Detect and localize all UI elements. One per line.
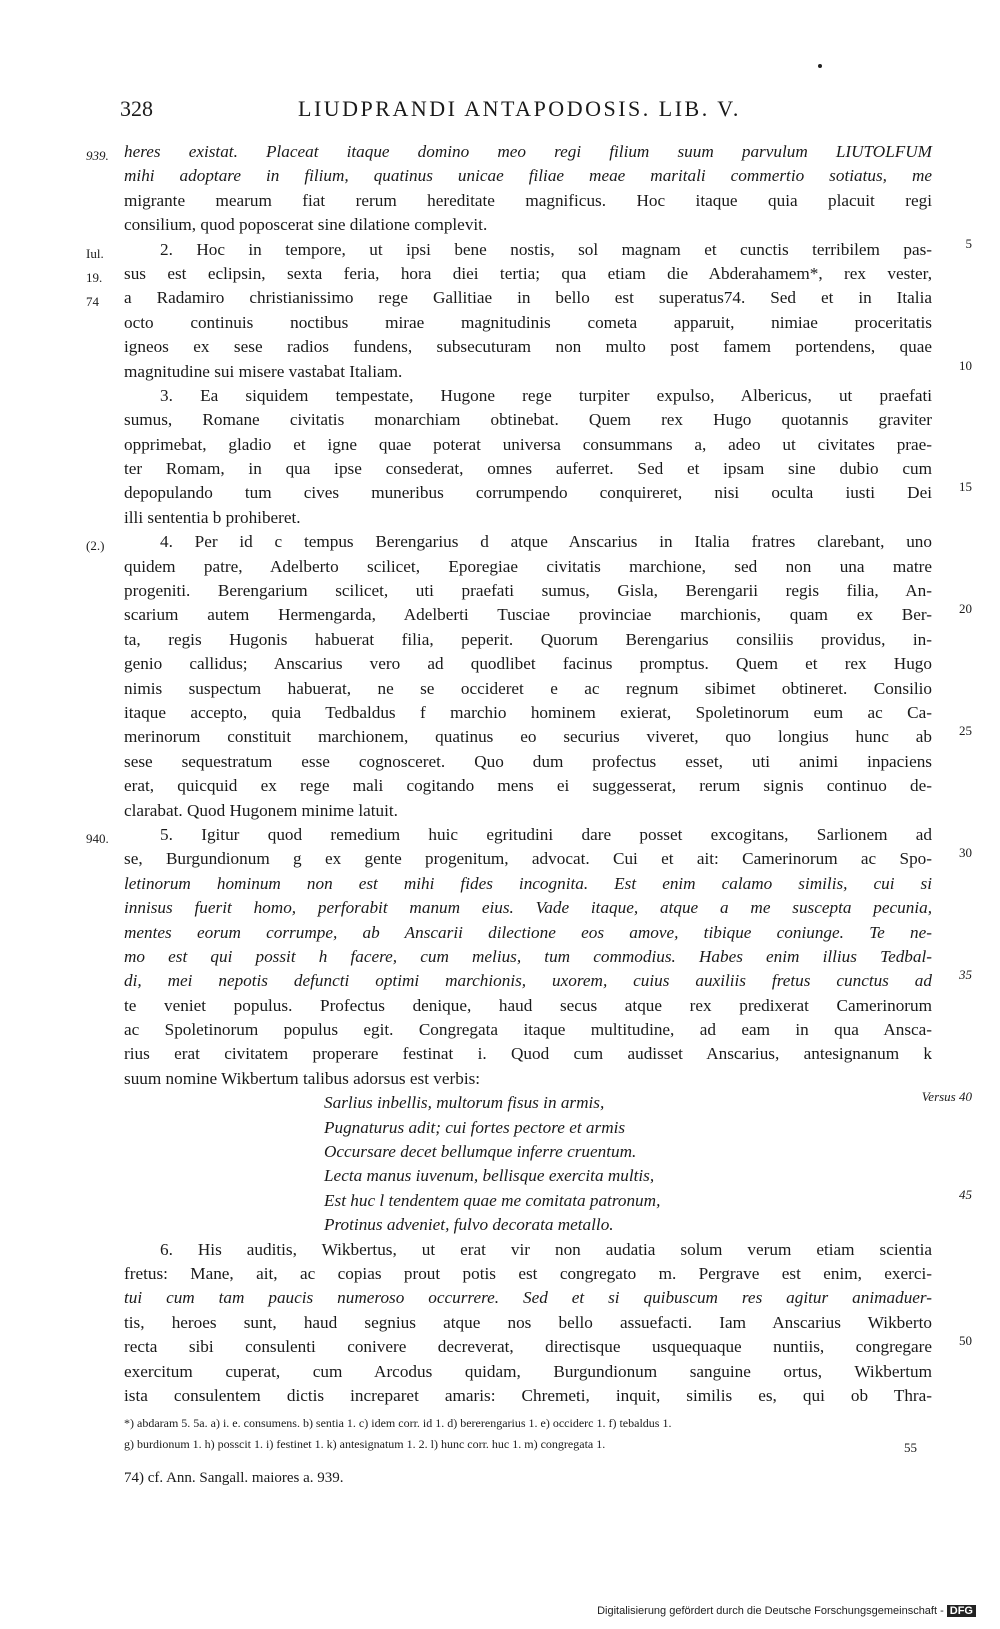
text-line [124, 723, 972, 749]
text-line-content: Occursare decet bellumque inferre cruentum. [324, 1142, 637, 1162]
line-number-right: 50 [959, 1333, 972, 1349]
text-line [124, 189, 932, 213]
text-line [124, 994, 932, 1018]
text-line [124, 1186, 972, 1213]
text-line [124, 1384, 932, 1408]
text-line [86, 530, 932, 554]
text-line-content: suum nomine Wikbertum talibus adorsus est verbis: [124, 1068, 481, 1088]
main-text [86, 140, 972, 1408]
running-header [120, 96, 760, 128]
text-line-content: magnitudine sui misere vastabat Italiam. [124, 361, 403, 381]
line-number-right: 30 [959, 845, 972, 861]
text-line-content: sus est eclipsin, sexta feria, hora diei tertia; qua etiam die Abderahamem*, rex vester, [124, 263, 932, 283]
margin-note-left: 19. [86, 269, 103, 285]
text-line-content: depopulando tum cives muneribus corrumpendo conquireret, nisi oculta iusti Dei [124, 483, 932, 503]
text-line [124, 945, 932, 969]
text-line [124, 1333, 972, 1359]
footnote-line-2: g) burdionum 1. h) posscit 1. i) festinet 1. k) antesignatum 1. 2. l) hunc corr. huc 1. m) congregata 1. [124, 1437, 606, 1451]
text-line [124, 506, 932, 530]
text-line-content: 6. His auditis, Wikbertus, ut erat vir non audatia solum verum etiam scientia [160, 1239, 932, 1259]
line-number-right: 10 [959, 357, 972, 373]
text-line [124, 701, 932, 725]
text-line [124, 1164, 932, 1188]
line-number-right: 35 [959, 967, 972, 983]
text-line-content: sumus, Romane civitatis monarchiam obtinebat. Quem rex Hugo quotannis graviter [124, 410, 932, 430]
text-line-content: erat, quicquid ex rege mali cogitando mens ei suggesserat, rerum signis continuo de- [124, 776, 932, 796]
footer-credit [597, 1605, 976, 1617]
text-line [86, 235, 972, 262]
text-line-content: mentes eorum corrumpe, ab Anscarii dilectione eos amove, tibique coniunge. Te ne- [124, 922, 932, 942]
text-line [124, 164, 932, 188]
text-line [124, 872, 932, 896]
text-line-content: octo continuis noctibus mirae magnitudinis cometa apparuit, nimiae proceritatis [124, 312, 932, 332]
text-line [124, 750, 932, 774]
running-title: LIUDPRANDI ANTAPODOSIS. LIB. V. [298, 96, 741, 121]
text-line [86, 823, 932, 847]
text-line [124, 311, 932, 335]
text-line [124, 1360, 932, 1384]
text-line [124, 896, 932, 920]
footnote-margin-number: 55 [904, 1440, 917, 1455]
text-line-content: rius erat civitatem properare festinat i. Quod cum audisset Anscarius, antesignanum k [124, 1044, 932, 1064]
text-line [124, 457, 932, 481]
margin-note-left: (2.) [86, 538, 105, 554]
text-line [124, 335, 932, 359]
line-number-right: 5 [965, 235, 972, 251]
text-line-content: tis, heroes sunt, haud segnius atque nos bello assuefacti. Iam Anscarius Wikberto [124, 1312, 932, 1332]
text-line [124, 652, 932, 676]
text-line-content: Est huc l tendentem quae me comitata patronum, [324, 1190, 661, 1210]
text-line-content: sese sequestratum esse cognosceret. Quo dum profectus esset, uti animi inpaciens [124, 751, 932, 771]
text-line-content: 3. Ea siquidem tempestate, Hugone rege turpiter expulso, Albericus, ut praefati [160, 385, 932, 405]
text-line [124, 774, 932, 798]
text-line-content: 5. Igitur quod remedium huic egritudini dare posset excogitans, Sarlionem ad [160, 824, 932, 844]
text-line-content: illi sententia b prohiberet. [124, 507, 301, 527]
text-line-content: mo est qui possit h facere, cum melius, tum commodius. Habes enim illius Tedbal- [124, 946, 932, 966]
text-line [124, 845, 972, 871]
text-line [124, 433, 932, 457]
text-line [124, 1067, 932, 1091]
text-line [124, 213, 932, 237]
text-line-content: merinorum constituit marchionem, quatinus eo securius viveret, quo longius hunc ab [124, 727, 932, 747]
text-line-content: Sarlius inbellis, multorum fisus in armis, [324, 1093, 605, 1113]
text-line-content: itaque accepto, quia Tedbaldus f marchio hominem exierat, Spoletinorum eum ac Ca- [124, 702, 932, 722]
text-line-content: clarabat. Quod Hugonem minime latuit. [124, 800, 398, 820]
text-line-content: Protinus adveniet, fulvo decorata metallo. [324, 1215, 614, 1235]
text-line-content: tui cum tam paucis numeroso occurrere. Sed et si quibuscum res agitur animaduer- [124, 1288, 932, 1308]
text-line [124, 1286, 932, 1310]
text-line [124, 628, 932, 652]
text-line [124, 408, 932, 432]
text-line [124, 555, 932, 579]
footer-text: Digitalisierung gefördert durch die Deutsche Forschungsgemeinschaft - [597, 1605, 944, 1617]
text-line-content: igneos ex sese radios fundens, subsecuturam non multo post famem portendens, quae [124, 337, 932, 357]
text-line-content: mihi adoptare in filium, quatinus unicae filiae meae maritali commertio sotiatus, me [124, 166, 932, 186]
footnote-line-1: *) abdaram 5. 5a. a) i. e. consumens. b) sentia 1. c) idem corr. id 1. d) bererengarius 1. e) occiderc 1. f) tebaldus 1. [124, 1416, 672, 1430]
text-line-content: ac Spoletinorum populus egit. Congregata itaque multitudine, ad eam in qua Ansca- [124, 1020, 932, 1040]
text-line-content: consilium, quod poposcerat sine dilatione complevit. [124, 215, 488, 235]
text-line-content: ista consulentem dictis increparet amaris: Chremeti, inquit, similis es, qui ob Thra- [124, 1385, 932, 1405]
dfg-logo: DFG [947, 1605, 976, 1617]
text-line [124, 579, 932, 603]
page-number: 328 [120, 96, 153, 121]
text-line-content: exercitum cuperat, cum Arcodus quidam, Burgundionum sanguine ortus, Wikbertum [124, 1361, 932, 1381]
text-line [86, 262, 932, 286]
line-number-right: 25 [959, 723, 972, 739]
line-number-right: 15 [959, 479, 972, 495]
text-line [124, 1089, 972, 1115]
line-number-right: 45 [959, 1186, 972, 1202]
text-line-content: 2. Hoc in tempore, ut ipsi bene nostis, sol magnam et cunctis terribilem pas- [160, 239, 932, 259]
text-line-content: opprimebat, gladio et igne quae poterat universa consummans a, adeo ut civitates prae- [124, 434, 932, 454]
line-number-right: 20 [959, 601, 972, 617]
text-line-content: heres existat. Placeat itaque domino meo regi filium suum parvulum LIUTOLFUM [124, 142, 932, 161]
text-line-content: innisus fuerit homo, perforabit manum eius. Vade itaque, atque a me suscepta pecunia, [124, 898, 932, 918]
text-line-content: di, mei nepotis defuncti optimi marchionis, uxorem, cuius auxiliis fretus cunctus ad [124, 971, 932, 991]
text-line [86, 286, 932, 310]
text-line-content: ter Romam, in qua ipse consederat, omnes auferret. Sed et ipsam sine dubio cum [124, 459, 932, 479]
text-line-content: migrante mearum fiat rerum hereditate magnificus. Hoc itaque quia placuit regi [124, 190, 932, 210]
text-line [124, 357, 972, 384]
text-line-content: nimis suspectum habuerat, ne se occideret e ac regnum sibimet obtineret. Consilio [124, 678, 932, 698]
margin-note-left: 74 [86, 294, 99, 310]
text-line [124, 967, 972, 993]
text-line [124, 1116, 932, 1140]
text-line [124, 1213, 932, 1237]
text-line-content: se, Burgundionum g ex gente progenitum, advocat. Cui et ait: Camerinorum ac Spo- [124, 849, 932, 869]
page-speck [818, 64, 822, 68]
margin-note-left: Iul. [86, 245, 104, 261]
text-line [124, 479, 972, 505]
text-line-content: a Radamiro christianissimo rege Gallitiae in bello est superatus74. Sed et in Italia [124, 288, 932, 308]
text-line [124, 384, 932, 408]
text-line [124, 799, 932, 823]
text-line-content: Lecta manus iuvenum, bellisque exercita multis, [324, 1166, 655, 1186]
text-line [124, 1311, 932, 1335]
text-line-content: letinorum hominum non est mihi fides incognita. Est enim calamo similis, cui si [124, 873, 932, 893]
text-line-content: progeniti. Berengarium scilicet, uti praefati sumus, Gisla, Berengarii regis filia, An- [124, 581, 932, 601]
text-line [124, 1262, 932, 1286]
text-line-content: Pugnaturus adit; cui fortes pectore et armis [324, 1117, 626, 1137]
text-line [124, 1238, 932, 1262]
text-line-content: 4. Per id c tempus Berengarius d atque Anscarius in Italia fratres clarebant, uno [160, 532, 932, 552]
margin-note-left: 939. [86, 148, 109, 163]
text-line [86, 140, 932, 164]
text-line-content: recta sibi consulenti conivere decreverat, directisque usquequaque nuntiis, congregare [124, 1337, 932, 1357]
text-line [124, 1042, 932, 1066]
text-line [124, 921, 932, 945]
text-line-content: te veniet populus. Profectus denique, haud secus atque rex predixerat Camerinorum [124, 995, 932, 1015]
text-line-content: ta, regis Hugonis habuerat filia, peperit. Quorum Berengarius consiliis providus, in- [124, 629, 932, 649]
text-line [124, 601, 972, 627]
line-number-right: Versus 40 [921, 1089, 972, 1105]
text-line [124, 677, 932, 701]
text-line-content: genio callidus; Anscarius vero ad quodlibet facinus promptus. Quem et rex Hugo [124, 654, 932, 674]
reference-note: 74) cf. Ann. Sangall. maiores a. 939. [124, 1470, 344, 1486]
text-line [124, 1140, 932, 1164]
text-line-content: fretus: Mane, ait, ac copias prout potis est congregato m. Pergrave est enim, exerci- [124, 1263, 932, 1283]
text-line [124, 1018, 932, 1042]
text-line-content: scarium autem Hermengarda, Adelberti Tusciae provinciae marchionis, quam ex Ber- [124, 605, 932, 625]
text-line-content: quidem patre, Adelberto scilicet, Eporegiae civitatis marchione, sed non una matre [124, 556, 932, 576]
margin-note-left: 940. [86, 830, 109, 846]
